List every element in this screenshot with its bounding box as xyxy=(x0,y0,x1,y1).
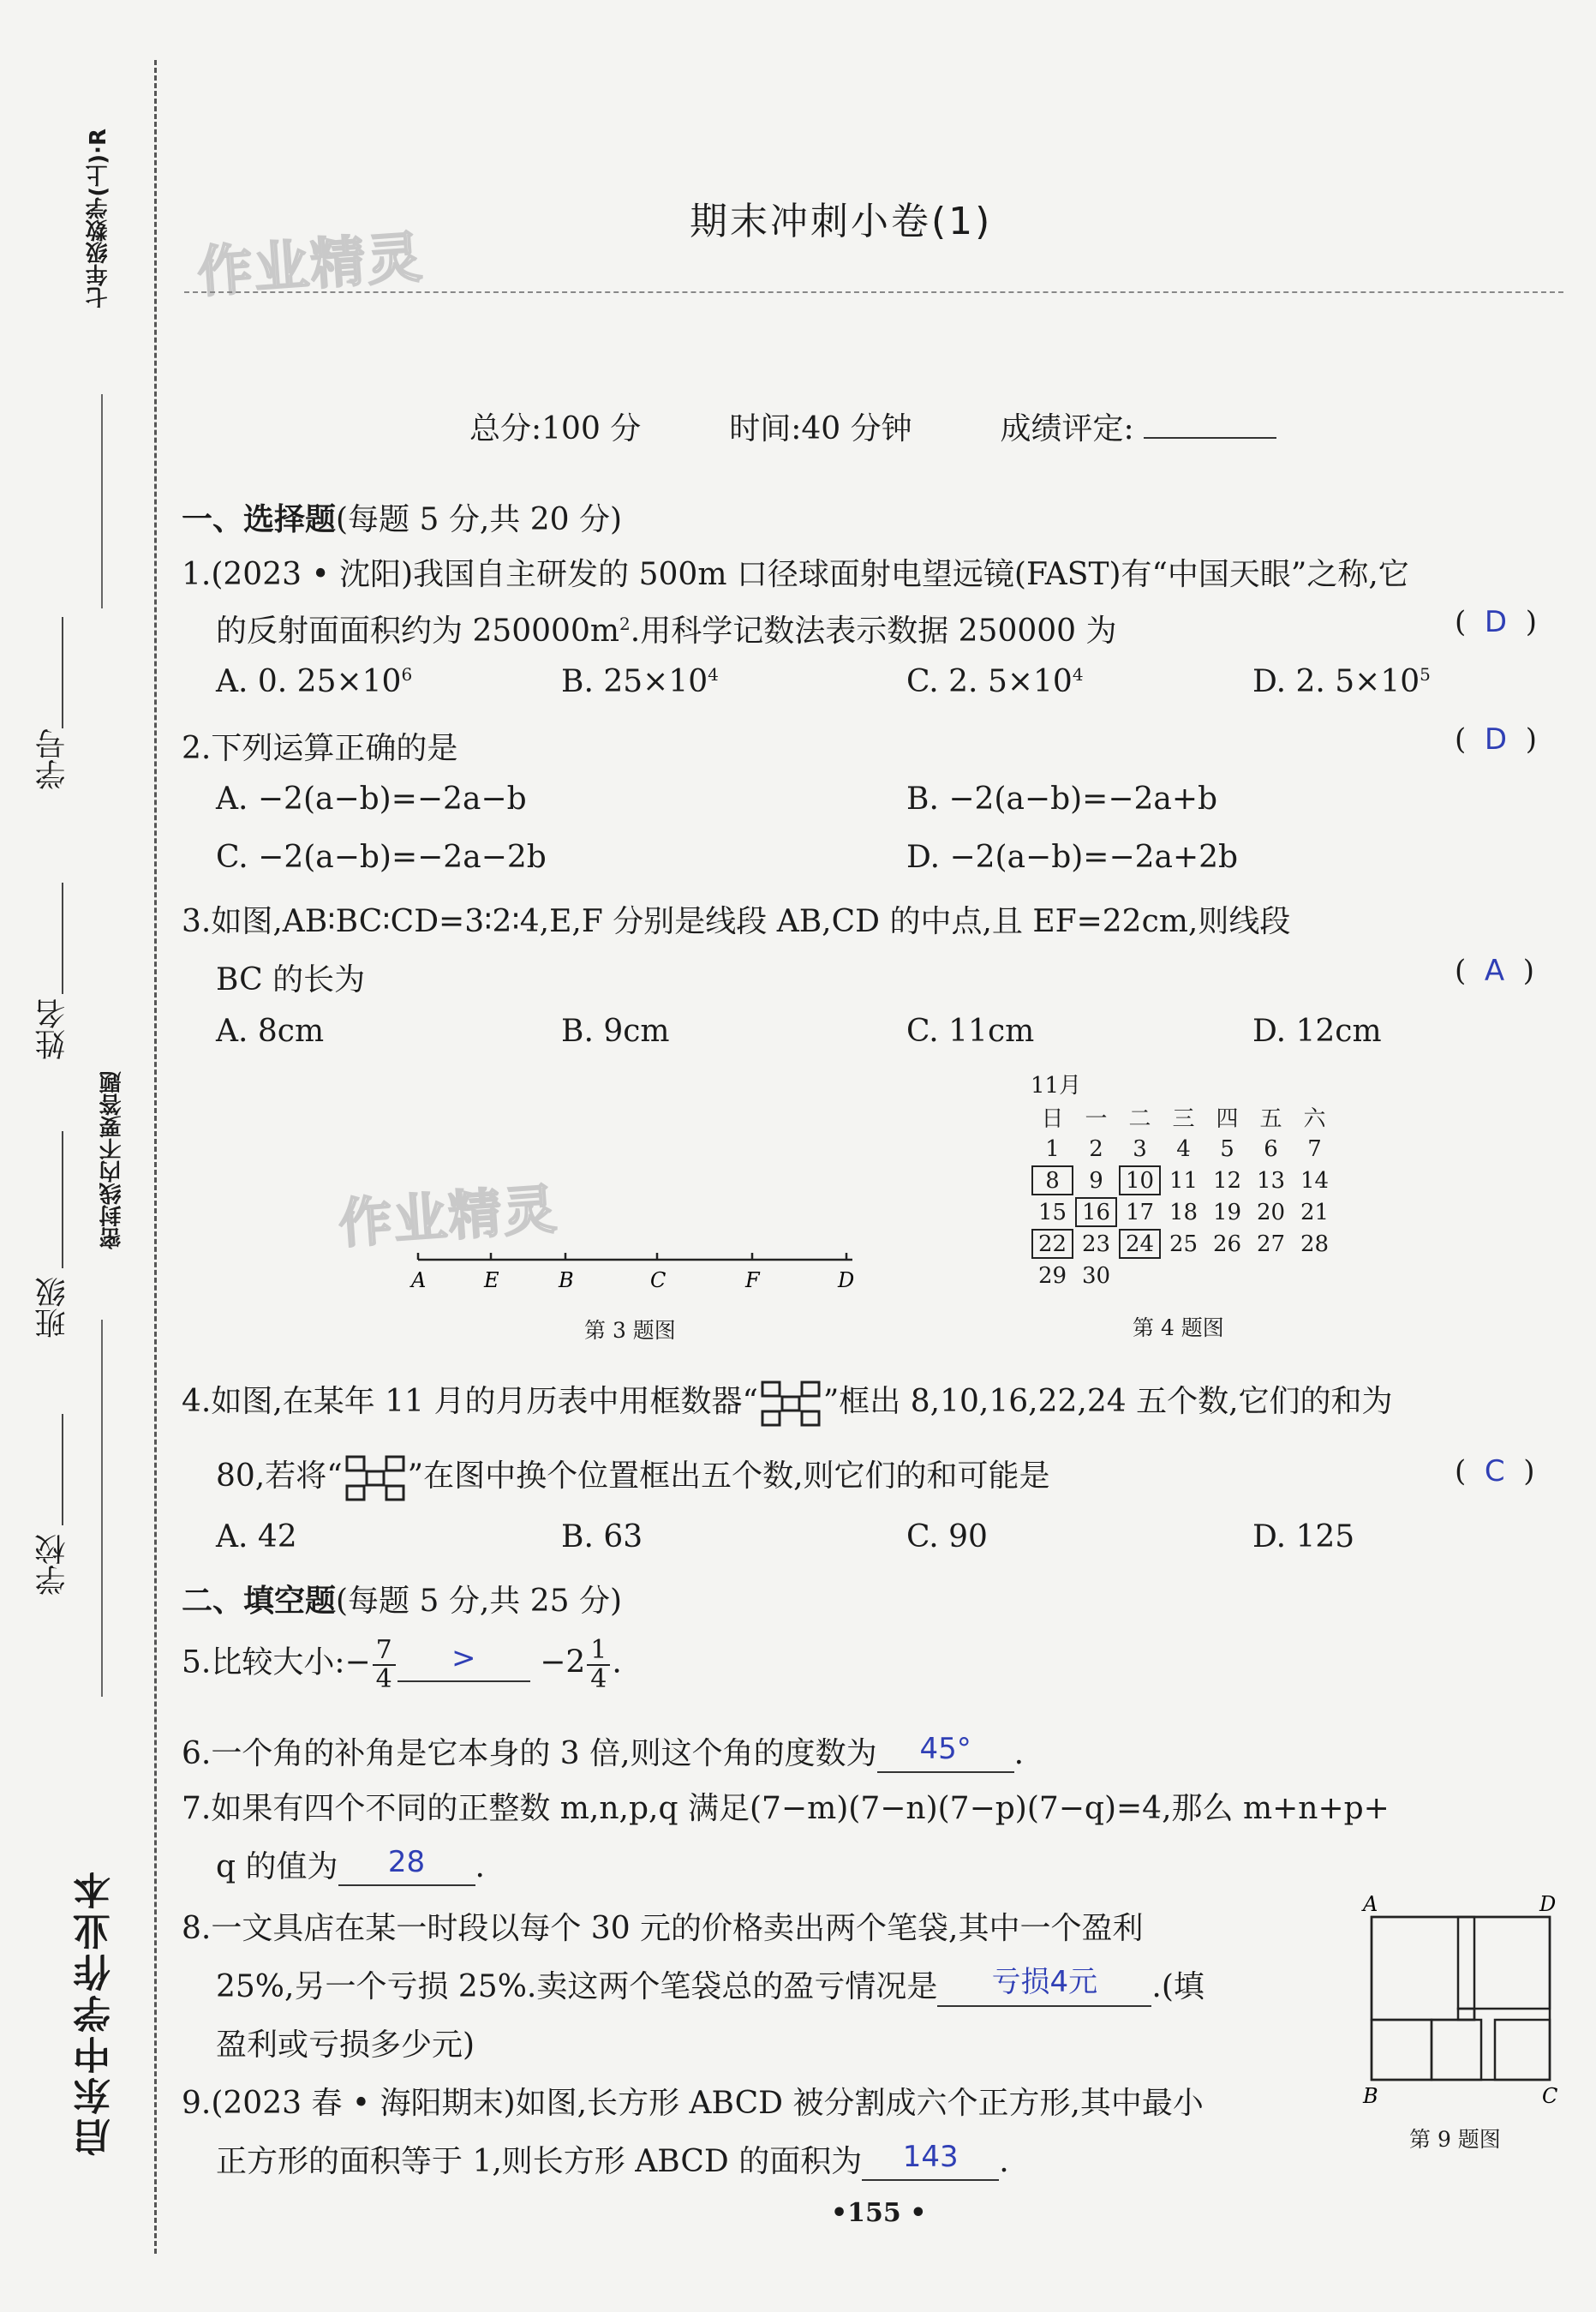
watermark-logo-middle: 作业精灵 xyxy=(337,1177,560,1255)
figure3-caption: 第 3 题图 xyxy=(584,1318,676,1343)
corner-b: B xyxy=(1363,2084,1378,2108)
figure3-segment xyxy=(403,1243,865,1303)
corner-c: C xyxy=(1542,2084,1558,2108)
q1-option-c: C. 2. $5\times 10^4$ xyxy=(906,664,1084,699)
q2-option-a: A. −2(a−b)=−2a−b xyxy=(216,782,527,817)
fraction-7-4: $\frac{7}{4}$ xyxy=(373,1637,396,1692)
q9-blank[interactable]: 143 xyxy=(862,2144,999,2181)
calendar-day: 1 xyxy=(1045,1135,1060,1162)
q5-line: 5.比较大小:− $\frac{7}{4}$ > −2 $\frac{1}{4}$ . xyxy=(182,1635,622,1694)
q3-answer: A xyxy=(1484,954,1505,988)
q1-line2: 的反射面面积约为 $250000m^2$.用科学记数法表示数据 250000 为 xyxy=(216,614,1117,649)
calendar-day: 7 xyxy=(1307,1135,1322,1162)
q6-line: 6.一个角的补角是它本身的 3 倍,则这个角的度数为 45° . xyxy=(182,1732,1025,1771)
square-small xyxy=(1458,2009,1474,2020)
grade-blank[interactable] xyxy=(1144,437,1276,439)
calendar-day xyxy=(1249,1260,1293,1291)
calendar-week-row xyxy=(1031,1133,1336,1165)
calendar-day: 6 xyxy=(1264,1135,1278,1162)
watermark-logo-top: 作业精灵 xyxy=(195,225,426,306)
calendar-day: 12 xyxy=(1212,1167,1242,1194)
q8-blank[interactable]: 亏损4元 xyxy=(937,1963,1151,2007)
side-xuehao-label: 学号 xyxy=(35,728,70,790)
q6-blank[interactable]: 45° xyxy=(877,1736,1014,1773)
calendar-week-row xyxy=(1031,1165,1336,1196)
calendar-weekday: 一 xyxy=(1085,1106,1108,1132)
q8-line3: 盈利或亏损多少元) xyxy=(216,2027,475,2063)
calendar-weekday: 四 xyxy=(1216,1106,1239,1132)
q3-line2: BC 的长为 xyxy=(216,962,366,997)
calendar-day: 13 xyxy=(1256,1167,1286,1194)
calendar-day xyxy=(1293,1260,1336,1291)
calendar-day: 17 xyxy=(1125,1199,1155,1225)
calendar-day: 27 xyxy=(1256,1231,1286,1257)
q4-option-d: D. 125 xyxy=(1252,1519,1355,1554)
q1-answer: D xyxy=(1484,605,1508,639)
q4-line2: 80,若将“ ”在图中换个位置框出五个数,则它们的和可能是 xyxy=(216,1452,1050,1502)
total-score: 总分:100 分 xyxy=(469,411,642,446)
q4-line1: 4.如图,在某年 11 月的月历表中用框数器“ ”框出 8,10,16,22,24 五个数,它们的和为 xyxy=(182,1377,1393,1428)
calendar-day: 15 xyxy=(1037,1199,1067,1225)
calendar-day: 21 xyxy=(1300,1199,1330,1225)
section-fill-heading: 二、填空题(每题 5 分,共 25 分) xyxy=(182,1584,623,1619)
square-bottom-right xyxy=(1495,2020,1550,2080)
calendar-day: 26 xyxy=(1212,1231,1242,1257)
frame-counter-icon xyxy=(760,1380,822,1428)
time-limit: 时间:40 分钟 xyxy=(729,411,912,446)
calendar-day xyxy=(1205,1260,1249,1291)
q2-answer-parens: ( D ) xyxy=(1455,722,1537,757)
square-bottom-mid xyxy=(1432,2020,1481,2080)
side-series-label: 七年级数学(上)·R xyxy=(86,129,111,308)
q4-answer-parens: ( C ) xyxy=(1455,1454,1535,1488)
calendar-weekday: 五 xyxy=(1259,1106,1282,1132)
calendar-day: 25 xyxy=(1169,1231,1198,1257)
q1-option-b: B. $25\times 10^4$ xyxy=(561,664,719,699)
calendar-day: 3 xyxy=(1133,1135,1147,1162)
corner-a: A xyxy=(1363,1894,1378,1916)
q3-line1: 3.如图,AB∶BC∶CD=3∶2∶4,E,F 分别是线段 AB,CD 的中点,且 EF=22cm,则线段 xyxy=(182,904,1291,939)
q9-line2: 正方形的面积等于 1,则长方形 ABCD 的面积为 143 . xyxy=(216,2140,1009,2179)
calendar-day: 30 xyxy=(1081,1262,1111,1289)
side-xuehao-line xyxy=(62,617,63,728)
side-seal-notice: 密封线内不要答题 xyxy=(99,1071,125,1249)
calendar-weekday: 六 xyxy=(1303,1106,1326,1132)
side-xuexiao-line xyxy=(62,1414,63,1525)
q1-option-a: A. 0. $25\times 10^6$ xyxy=(216,664,413,699)
q4-option-c: C. 90 xyxy=(906,1519,988,1554)
q3-option-d: D. 12cm xyxy=(1252,1014,1382,1049)
calendar-weekday-row xyxy=(1031,1101,1336,1133)
calendar-day: 5 xyxy=(1220,1135,1234,1162)
calendar-day: 18 xyxy=(1169,1199,1198,1225)
q2-option-c: C. −2(a−b)=−2a−2b xyxy=(216,840,547,875)
page-title: 期末冲刺小卷(1) xyxy=(690,200,993,243)
meta-line xyxy=(469,404,1276,448)
q2-option-b: B. −2(a−b)=−2a+b xyxy=(906,782,1218,817)
side-xuexiao-label: 学校 xyxy=(35,1534,70,1596)
calendar-day: 14 xyxy=(1300,1167,1330,1194)
side-line-bottom xyxy=(101,1320,103,1697)
calendar-day: 4 xyxy=(1176,1135,1191,1162)
q4-answer: C xyxy=(1484,1454,1505,1488)
frame-counter-icon xyxy=(344,1454,406,1502)
calendar-month: 11月 xyxy=(1031,1073,1082,1099)
q7-line2: q 的值为 28 . xyxy=(216,1845,485,1884)
side-banji-line xyxy=(62,1131,63,1268)
calendar-day: 24 xyxy=(1118,1228,1162,1260)
grade-label: 成绩评定: xyxy=(1000,411,1134,446)
fraction-1-4: $\frac{1}{4}$ xyxy=(587,1637,610,1692)
calendar-week-row xyxy=(1031,1228,1336,1260)
figure4-caption: 第 4 题图 xyxy=(1133,1315,1224,1340)
q7-blank[interactable]: 28 xyxy=(338,1849,475,1886)
calendar-day: 16 xyxy=(1074,1196,1118,1228)
q2-stem: 2.下列运算正确的是 xyxy=(182,731,458,766)
calendar-day: 28 xyxy=(1300,1231,1330,1257)
side-xingming-label: 姓名 xyxy=(35,998,70,1060)
calendar-weekday: 二 xyxy=(1128,1106,1151,1132)
page-number: •155 • xyxy=(831,2198,927,2228)
q8-line2: 25%,另一个亏损 25%.卖这两个笔袋总的盈亏情况是 亏损4元 .(填 xyxy=(216,1962,1204,2007)
q3-option-c: C. 11cm xyxy=(906,1014,1035,1049)
calendar-table xyxy=(1031,1101,1336,1291)
calendar-weekday: 三 xyxy=(1172,1106,1195,1132)
side-xingming-line xyxy=(62,883,63,994)
calendar-day: 19 xyxy=(1212,1199,1242,1225)
figure9-rectangle xyxy=(1358,1894,1563,2108)
square-bottom-left xyxy=(1372,2020,1432,2080)
binding-dashed-line xyxy=(154,60,157,2254)
calendar-weekday: 日 xyxy=(1041,1106,1064,1132)
calendar-week-row xyxy=(1031,1260,1336,1291)
calendar-week-row xyxy=(1031,1196,1336,1228)
q1-option-d: D. 2. $5\times 10^5$ xyxy=(1252,664,1431,699)
calendar-day: 20 xyxy=(1256,1199,1286,1225)
q3-option-a: A. 8cm xyxy=(216,1014,325,1049)
calendar-day: 9 xyxy=(1089,1167,1103,1194)
q3-answer-parens: ( A ) xyxy=(1455,954,1535,988)
q9-line1: 9.(2023 春 • 海阳期末)如图,长方形 ABCD 被分割成六个正方形,其中最小 xyxy=(182,2086,1204,2121)
q1-answer-parens: ( D ) xyxy=(1455,605,1537,639)
label-e: E xyxy=(484,1268,499,1292)
square-top-right xyxy=(1458,1917,1550,2009)
q8-line1: 8.一文具店在某一时段以每个 30 元的价格卖出两个笔袋,其中一个盈利 xyxy=(182,1911,1144,1946)
side-line-top xyxy=(101,394,103,608)
calendar-day: 22 xyxy=(1031,1228,1074,1260)
q7-line1: 7.如果有四个不同的正整数 m,n,p,q 满足(7−m)(7−n)(7−p)(7−q)=4,那么 m+n+p+ xyxy=(182,1791,1390,1826)
calendar-day: 29 xyxy=(1037,1262,1067,1289)
calendar-day: 23 xyxy=(1081,1231,1111,1257)
label-c: C xyxy=(650,1268,666,1292)
figure9-caption: 第 9 题图 xyxy=(1409,2127,1501,2152)
calendar-day xyxy=(1118,1260,1162,1291)
side-banji-label: 班级 xyxy=(35,1277,70,1339)
section-choice-heading: 一、选择题(每题 5 分,共 20 分) xyxy=(182,502,623,537)
label-d: D xyxy=(838,1268,855,1292)
q3-option-b: B. 9cm xyxy=(561,1014,670,1049)
calendar-day: 2 xyxy=(1089,1135,1103,1162)
calendar-day: 8 xyxy=(1031,1165,1074,1196)
calendar-day xyxy=(1162,1260,1205,1291)
label-b: B xyxy=(559,1268,574,1292)
q4-option-a: A. 42 xyxy=(216,1519,297,1554)
calendar-day: 10 xyxy=(1118,1165,1162,1196)
label-f: F xyxy=(745,1268,760,1292)
q2-option-d: D. −2(a−b)=−2a+2b xyxy=(906,840,1239,875)
label-a: A xyxy=(411,1268,427,1292)
q4-option-b: B. 63 xyxy=(561,1519,643,1554)
q2-answer: D xyxy=(1484,722,1508,757)
corner-d: D xyxy=(1539,1894,1557,1916)
side-book-name: 启东中学作业本 xyxy=(74,1868,117,2156)
calendar-day: 11 xyxy=(1169,1167,1198,1194)
q1-line1: 1.(2023 • 沈阳)我国自主研发的 500m 口径球面射电望远镜(FAST)有“中国天眼”之称,它 xyxy=(182,557,1409,592)
rect-abcd xyxy=(1372,1917,1550,2080)
title-divider xyxy=(184,291,1563,293)
q5-blank[interactable]: > xyxy=(398,1645,530,1682)
